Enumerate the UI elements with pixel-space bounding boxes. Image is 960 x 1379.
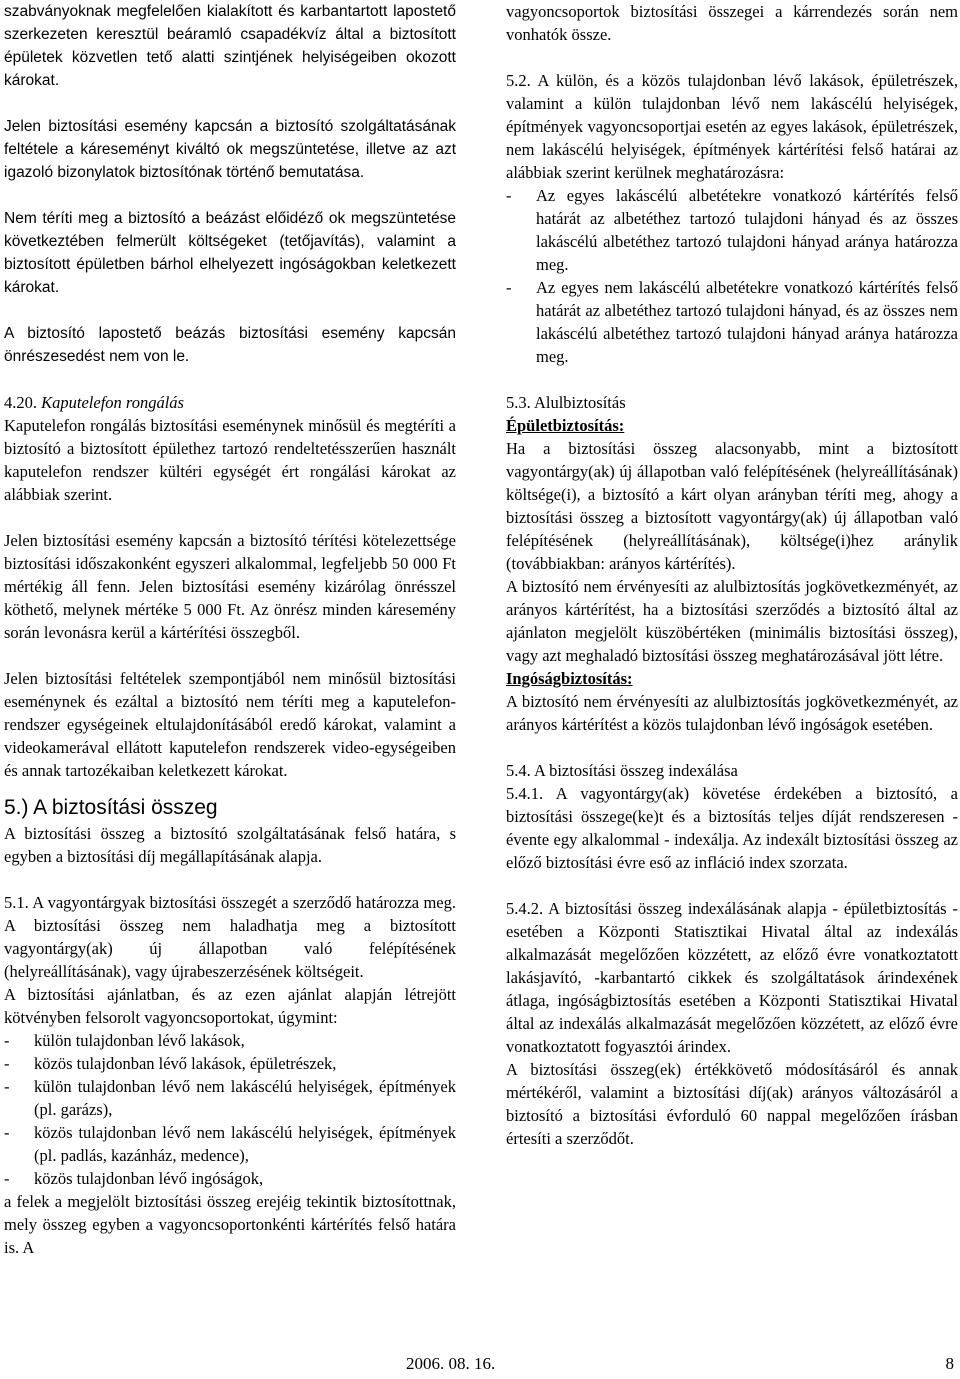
- paragraph: A biztosítási ajánlatban, és az ezen ajánlat alapján létrejött kötvényben felsorolt vagyoncsoportokat, úgymint:: [4, 985, 456, 1027]
- paragraph: Ha a biztosítási összeg alacsonyabb, mint a biztosított vagyontárgy(ak) új állapotban való felépítésének (helyreállításának) költsége(i), a biztosító a kárt olyan arányban téríti meg, ahogy a biztosítási összeg a biztosított vagyontárgy(ak) új állapotban való felépítésének (helyreállításának), költsége(i)hez aránylik (továbbiakban: arányos kártérítés).: [506, 439, 958, 573]
- footer-date: 2006. 08. 16.: [406, 1354, 496, 1373]
- list-item: - külön tulajdonban lévő nem lakáscélú helyiségek, építmények (pl. garázs),: [4, 1075, 456, 1121]
- asset-group-list: [4, 1029, 456, 1190]
- paragraph: A biztosítási összeg(ek) értékkövető módosításáról és annak mértékéről, valamint a biztosítási díj(ak) arányos változásáról a biztosító a biztosítási évforduló 60 nappal megelőzően írásban értesíti a szerződőt.: [506, 1060, 958, 1148]
- right-column: [506, 0, 958, 1150]
- list-item: - közös tulajdonban lévő lakások, épületrészek,: [4, 1052, 456, 1075]
- paragraph: a felek a megjelölt biztosítási összeg erejéig tekintik biztosítottnak, mely összeg egyben a vagyoncsoportonkénti kártérítés felső határa is. A: [4, 1192, 456, 1257]
- paragraph: A biztosító lapostető beázás biztosítási esemény kapcsán önrészesedést nem von le.: [4, 325, 456, 365]
- paragraph: Jelen biztosítási esemény kapcsán a biztosító szolgáltatásának feltétele a káreseményt kiváltó ok megszüntetése, illetve az azt igazoló bizonylatok biztosítónak történő bemutatása.: [4, 118, 456, 181]
- paragraph: Nem téríti meg a biztosító a beázást előidéző ok megszüntetése következtében felmerült költségeket (tetőjavítás), valamint a biztosított épületben bárhol elhelyezett ingóságokban keletkezett károkat.: [4, 210, 456, 296]
- paragraph: vagyoncsoportok biztosítási összegei a kárrendezés során nem vonhatók össze.: [506, 2, 958, 44]
- list-item: - Az egyes nem lakáscélú albetétekre vonatkozó kártérítés felső határát az albetéthez tartozó tulajdoni hányad, és az összes nem lakáscélú albetéthez tartozó tulajdoni hányad aránya határozza meg.: [506, 276, 958, 368]
- section-heading-4-20: [4, 391, 456, 414]
- paragraph: 5.1. A vagyontárgyak biztosítási összegét a szerződő határozza meg. A biztosítási összeg nem haladhatja meg a biztosított vagyontárgy(ak) új állapotban való felépítésének (helyreállításának), vagy újrabeszerzésének költségeit.: [4, 893, 456, 981]
- section-heading-5: 5.) A biztosítási összeg: [4, 796, 218, 819]
- section-heading-5-4: 5.4. A biztosítási összeg indexálása: [506, 761, 738, 780]
- page-number: 8: [945, 1354, 954, 1373]
- subheading-building: Épületbiztosítás:: [506, 416, 625, 435]
- paragraph: 5.2. A külön, és a közös tulajdonban lévő lakások, épületrészek, valamint a külön tulajdonban lévő nem lakáscélú helyiségek, építmények vagyoncsoportjai esetén az egyes lakások, épületrészek, nem lakáscélú helyiségek, építmények kártérítési felső határai az alábbiak szerint kerülnek meghatározásra:: [506, 71, 958, 182]
- paragraph: 5.4.1. A vagyontárgy(ak) követése érdekében a biztosító, a biztosítási összege(ke)t és a biztosítás teljes díját rendszeresen - évente egy alkalommal - indexálja. Az indexált biztosítási összeg az előző biztosítási évre eső az infláció index szorzata.: [506, 784, 958, 872]
- paragraph: Jelen biztosítási esemény kapcsán a biztosító térítési kötelezettsége biztosítási időszakonként egyszeri alkalommal, legfeljebb 50 000 Ft mértékig áll fenn. Jelen biztosítási esemény kizárólag önrésszel köthető, melynek mértéke 5 000 Ft. Az önrész minden káresemény során levonásra kerül a kártérítési összegből.: [4, 531, 456, 642]
- list-item: - külön tulajdonban lévő lakások,: [4, 1029, 456, 1052]
- paragraph: A biztosítási összeg a biztosító szolgáltatásának felső határa, s egyben a biztosítási díj megállapításának alapja.: [4, 824, 456, 866]
- list-item: - Az egyes lakáscélú albetétekre vonatkozó kártérítés felső határát az albetéthez tartozó tulajdoni hányad és az összes lakáscélú albetéthez tartozó tulajdoni hányad aránya határozza meg.: [506, 184, 958, 276]
- paragraph: A biztosító nem érvényesíti az alulbiztosítás jogkövetkezményét, az arányos kártérítést a közös tulajdonban lévő ingóságok esetében.: [506, 692, 958, 734]
- list-item: - közös tulajdonban lévő nem lakáscélú helyiségek, építmények (pl. padlás, kazánház, medence),: [4, 1121, 456, 1167]
- paragraph: A biztosító nem érvényesíti az alulbiztosítás jogkövetkezményét, az arányos kártérítést, ha a biztosítási szerződés a biztosító által az ajánlaton megjelölt küszöbértéken (minimális biztosítási összeg), vagy azt meghaladó biztosítási összeg meghatározásával jött létre.: [506, 577, 958, 665]
- paragraph: szabványoknak megfelelően kialakított és karbantartott lapostető szerkezeten keresztül beáramló csapadékvíz által a biztosított épületek közvetlen tető alatti szintjének helyiségeiben okozott károkat.: [4, 3, 456, 89]
- left-column: [4, 0, 456, 1259]
- paragraph: 5.4.2. A biztosítási összeg indexálásának alapja - épületbiztosítás - esetében a Központi Statisztikai Hivatal által az indexálás alkalmazását megelőzően közzétett, az előző évre vonatkoztatott lakásjavító, -karbantartó cikkek és szolgáltatások árindexének átlaga, ingóságbiztosítás esetében a Központi Statisztikai Hivatal által az indexálás alkalmazását megelőzően közzétett, az előző évre vonatkoztatott fogyasztói árindex.: [506, 899, 958, 1056]
- list-item: - közös tulajdonban lévő ingóságok,: [4, 1167, 456, 1190]
- paragraph: Jelen biztosítási feltételek szempontjából nem minősül biztosítási eseménynek és ezáltal a biztosító nem téríti meg a kaputelefon-rendszer egységeinek eltulajdonításából eredő károkat, valamint a videokamerával ellátott kaputelefon rendszerek video-egységeiben és annak tartozékaiban keletkezett károkat.: [4, 669, 456, 780]
- section-number: 4.20.: [4, 393, 37, 412]
- subheading-contents: Ingóságbiztosítás:: [506, 669, 633, 688]
- paragraph: Kaputelefon rongálás biztosítási eseménynek minősül és megtéríti a biztosító a biztosított épülethez tartozó rendeltetésszerűen használt kaputelefon rendszer kültéri egységét ért rongálási károkat az alábbiak szerint.: [4, 416, 456, 504]
- section-heading-5-3: 5.3. Alulbiztosítás: [506, 393, 626, 412]
- limit-list: [506, 184, 958, 368]
- section-title: Kaputelefon rongálás: [41, 393, 184, 412]
